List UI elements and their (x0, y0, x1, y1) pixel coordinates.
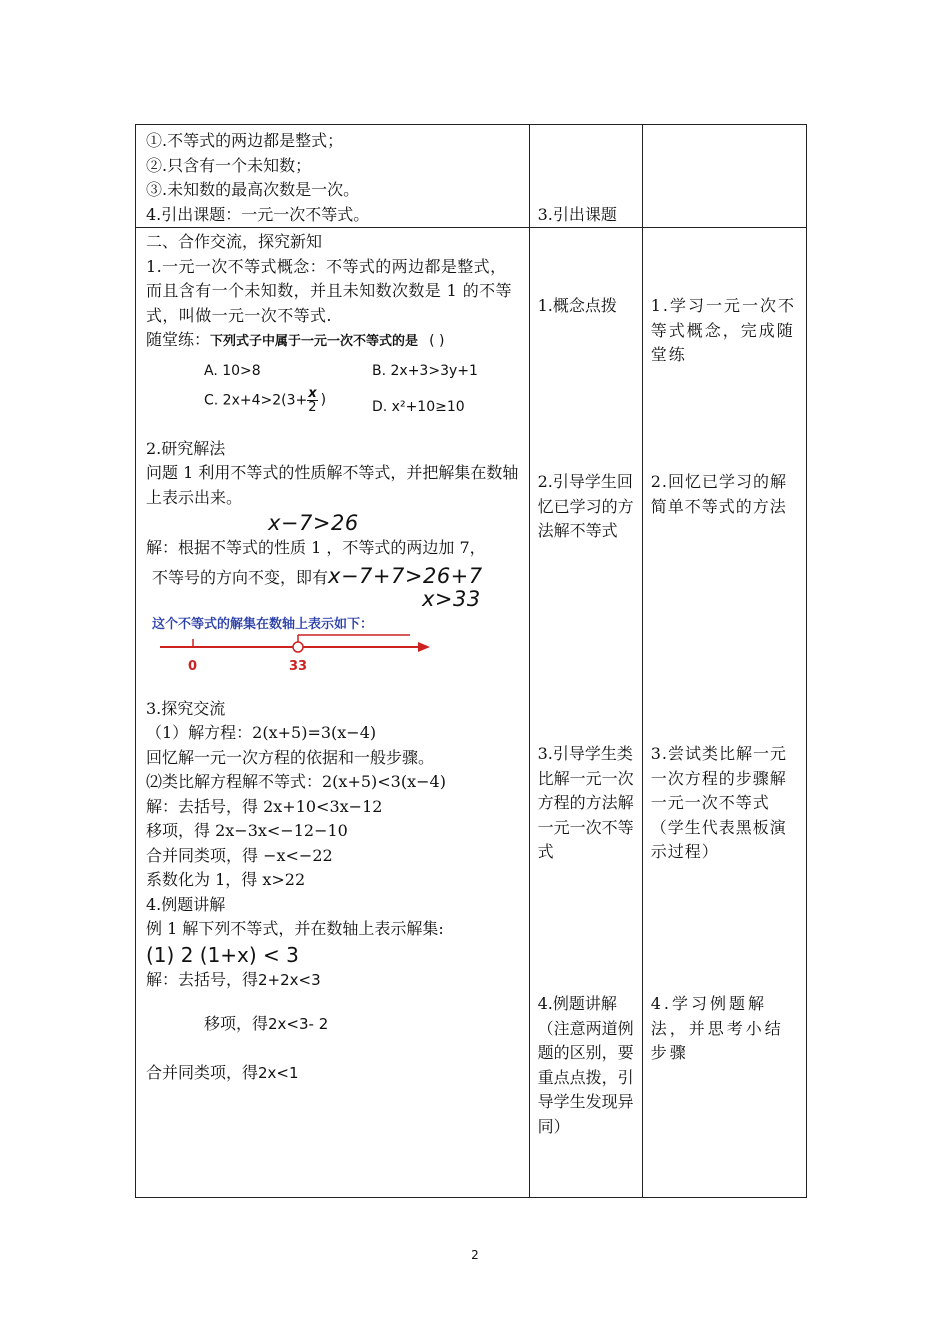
number-line-caption: 这个不等式的解集在数轴上表示如下： (152, 616, 374, 632)
explore-line: （1）解方程：2(x+5)=3(x−4) (146, 723, 377, 742)
text-line: ③.未知数的最高次数是一次。 (146, 180, 360, 199)
practice-label: 随堂练： (146, 330, 211, 349)
solution-1b-math: x−7+7>26+7 (328, 563, 483, 588)
student-try: 3.尝试类比解一元一次方程的步骤解一元一次不等式（学生代表黑板演示过程） (650, 744, 788, 861)
explore-line: 回忆解一元一次方程的依据和一般步骤。 (146, 747, 435, 767)
content-cell (136, 228, 530, 1198)
step-1-math: 2+2x<3 (258, 970, 321, 989)
label-33: 33 (289, 658, 308, 674)
practice-line (146, 328, 521, 355)
text-line: ①.不等式的两边都是整式； (146, 131, 344, 150)
example-1-inequality: (1) 2 (1+x) < 3 (146, 942, 299, 967)
step-2-math: 2x<3- 2 (268, 1015, 329, 1033)
option-a: A. 10>8 (204, 362, 261, 379)
content-cell (136, 125, 530, 228)
practice-paren: ( ) (429, 333, 445, 349)
method-title: 2.研究解法 (146, 438, 226, 458)
label-zero: 0 (188, 658, 198, 674)
axis-arrow (418, 642, 430, 652)
result-1: x>33 (422, 586, 481, 611)
solution-1b: 不等号的方向不变，即有x−7+7>26+7 (152, 563, 483, 588)
teacher-activity-cell (529, 125, 642, 228)
problem-1: 问题 1 利用不等式的性质解不等式，并把解集在数轴上表示出来。 (146, 463, 519, 507)
step-1: 解：去括号，得2+2x<3 (146, 969, 321, 989)
explore-line: 移项，得 2x−3x<−12−10 (146, 821, 348, 840)
student-concept: 1.学习一元一次不等式概念，完成随堂练 (650, 296, 797, 364)
option-b: B. 2x+3>3y+1 (372, 362, 478, 379)
step-3: 合并同类项，得2x<1 (146, 1062, 299, 1082)
step-3-math: 2x<1 (258, 1063, 299, 1082)
table-row (136, 125, 807, 228)
open-circle (293, 642, 303, 652)
solution-1: 解：根据不等式的性质 1 ，不等式的两边加 7， (146, 538, 486, 557)
student-recall: 2.回忆已学习的解简单不等式的方法 (650, 472, 788, 516)
teacher-example: 4.例题讲解（注意两道例题的区别，要重点点拨，引导学生发现异同） (537, 994, 634, 1136)
concept-text: 1.一元一次不等式概念：不等式的两边都是整式，而且含有一个未知数，并且未知数次数是 1 的不等式，叫做一元一次不等式. (146, 256, 512, 325)
text-line: 4.引出课题：一元一次不等式。 (146, 204, 370, 224)
page-number: 2 (471, 1248, 479, 1262)
option-d: D. x²+10≥10 (372, 398, 465, 415)
text-line: ②.只含有一个未知数； (146, 155, 312, 175)
teacher-activity-cell (529, 228, 642, 1198)
example-title: 4.例题讲解 (146, 894, 226, 914)
number-line (158, 625, 458, 685)
practice-options (146, 355, 521, 431)
explore-line: ⑵类比解方程解不等式：2(x+5)<3(x−4) (146, 772, 446, 791)
teacher-concept: 1.概念点拨 (537, 296, 617, 315)
inequality-1: x−7>26 (268, 511, 359, 535)
table-row (136, 228, 807, 1198)
lesson-plan-table (135, 124, 807, 1198)
teacher-guide: 2.引导学生回忆已学习的方法解不等式 (537, 472, 634, 540)
student-example: 4.学习例题解法，并思考小结步骤 (650, 994, 784, 1062)
step-2: 移项，得2x<3- 2 (204, 1014, 329, 1033)
practice-question: 下列式子中属于一元一次不等式的是 (210, 334, 419, 349)
number-line-block (138, 586, 521, 685)
teacher-activity: 3.引出课题 (537, 204, 617, 224)
fraction: $\frac{x}{2}$ (308, 385, 317, 415)
explore-line: 系数化为 1，得 x>22 (146, 870, 306, 889)
student-activity-cell (642, 228, 806, 1198)
option-c: C. 2x+4>2(3+ $\frac{x}{2}$ ) (204, 385, 327, 415)
example-1: 例 1 解下列不等式，并在数轴上表示解集: (146, 919, 444, 938)
explore-line: 合并同类项，得 −x<−22 (146, 845, 333, 865)
explore-title: 3.探究交流 (146, 698, 226, 718)
teacher-analogy: 3.引导学生类比解一元一次方程的方法解一元一次不等式 (537, 744, 634, 861)
explore-line: 解：去括号，得 2x+10<3x−12 (146, 796, 383, 816)
student-activity-cell (642, 125, 806, 228)
section-heading: 二、合作交流，探究新知 (146, 232, 323, 251)
